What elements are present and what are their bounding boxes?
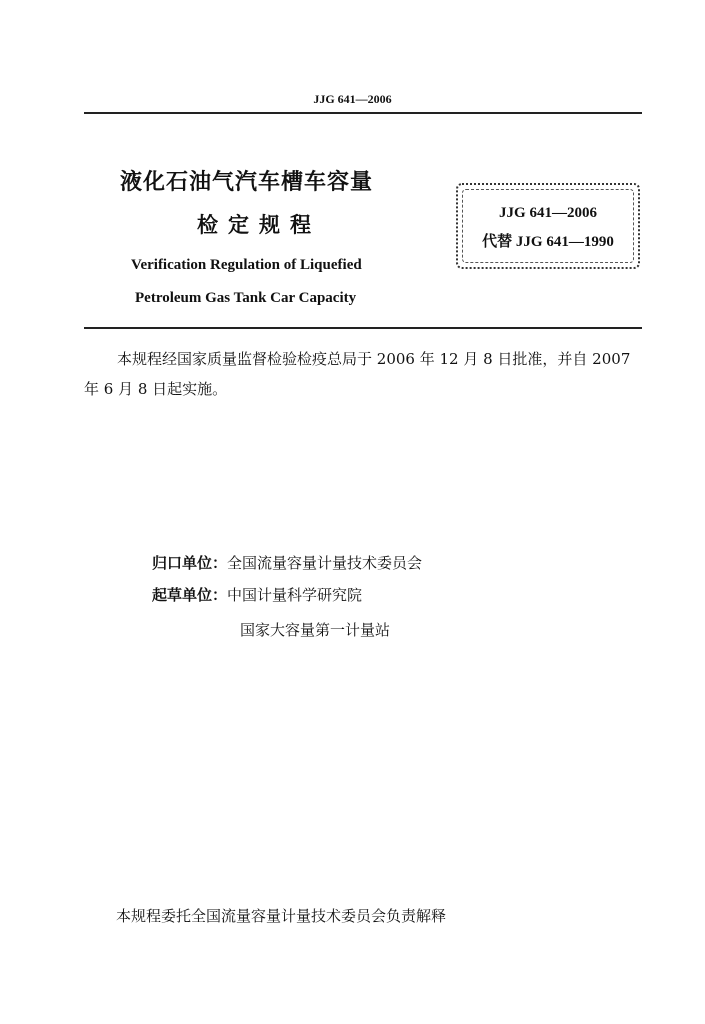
title-chinese-line-2: 检定规程 — [197, 213, 321, 237]
drafting-unit-label: 起草单位： — [152, 586, 228, 604]
drafting-unit-value-1: 中国计量科学研究院 — [227, 586, 363, 604]
document-code-header: JJG 641—2006 — [313, 92, 392, 106]
standard-code-box — [456, 183, 640, 269]
drafting-unit-row — [152, 584, 362, 605]
replaced-standard-code: 代替 JJG 641—1990 — [482, 234, 614, 250]
approval-statement: 本规程经国家质量监督检验检疫总局于 2006 年 12 月 8 日批准，并自 2007 年 6 月 8 日起实施。 — [84, 350, 631, 398]
code-box-inner-border — [462, 189, 634, 263]
middle-rule — [84, 327, 642, 329]
title-chinese-line-1: 液化石油气汽车槽车容量 — [120, 170, 374, 195]
current-standard-code: JJG 641—2006 — [499, 205, 597, 221]
top-rule — [84, 112, 642, 114]
responsible-unit-row — [152, 552, 422, 573]
responsible-unit-value: 全国流量容量计量技术委员会 — [227, 554, 423, 572]
title-english-line-2: Petroleum Gas Tank Car Capacity — [135, 290, 357, 306]
responsible-unit-label: 归口单位： — [152, 554, 228, 572]
drafting-unit-value-2: 国家大容量第一计量站 — [240, 621, 391, 639]
interpretation-note: 本规程委托全国流量容量计量技术委员会负责解释 — [116, 907, 447, 925]
title-english-line-1: Verification Regulation of Liquefied — [131, 257, 362, 273]
